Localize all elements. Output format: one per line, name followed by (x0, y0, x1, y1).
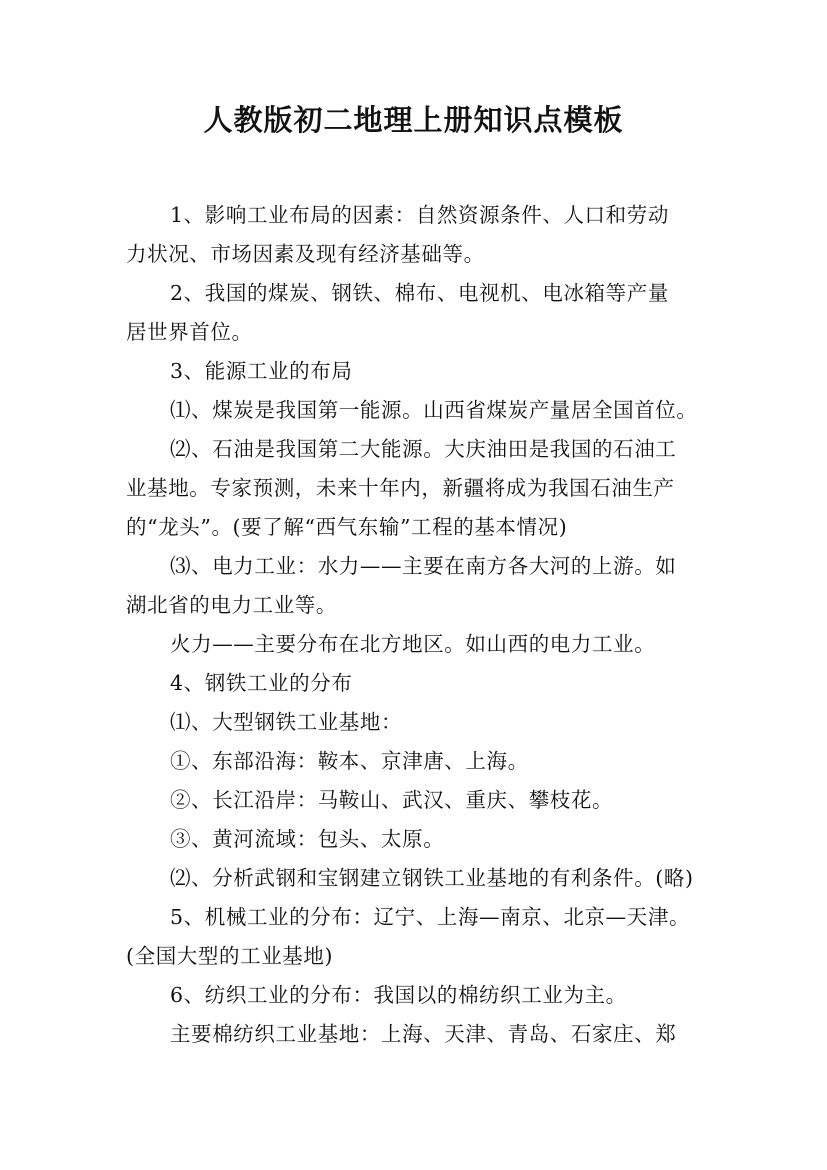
body-line: 力状况、市场因素及现有经济基础等。 (126, 242, 485, 266)
body-line: 6、纺织工业的分布：我国以的棉纺织工业为主。 (170, 983, 627, 1007)
body-line: ⑴、煤炭是我国第一能源。山西省煤炭产量居全国首位。 (170, 398, 698, 422)
body-line: 业基地。专家预测，未来十年内，新疆将成为我国石油生产 (126, 476, 675, 500)
body-line: ②、长江沿岸：马鞍山、武汉、重庆、攀枝花。 (170, 788, 614, 812)
body-line: 1、影响工业布局的因素：自然资源条件、人口和劳动 (170, 203, 669, 227)
body-line: 3、能源工业的布局 (170, 359, 353, 383)
document-body (126, 196, 706, 1054)
body-line: 主要棉纺织工业基地：上海、天津、青岛、石家庄、郑 (170, 1022, 677, 1046)
body-line: ⑴、大型钢铁工业基地： (170, 710, 403, 734)
body-line: (全国大型的工业基地) (126, 944, 334, 968)
body-line: 的“龙头”。(要了解“西气东输”工程的基本情况) (126, 515, 568, 539)
document-title: 人教版初二地理上册知识点模板 (203, 103, 624, 137)
body-line: ①、东部沿海：鞍本、京津唐、上海。 (170, 749, 529, 773)
body-line: 2、我国的煤炭、钢铁、棉布、电视机、电冰箱等产量 (170, 281, 669, 305)
body-line: ⑵、分析武钢和宝钢建立钢铁工业基地的有利条件。(略) (170, 866, 694, 890)
body-line: 湖北省的电力工业等。 (126, 593, 337, 617)
body-line: 居世界首位。 (126, 320, 253, 344)
body-line: 4、钢铁工业的分布 (170, 671, 353, 695)
body-line: ③、黄河流域：包头、太原。 (170, 827, 445, 851)
body-line: ⑵、石油是我国第二大能源。大庆油田是我国的石油工 (170, 437, 677, 461)
body-line: ⑶、电力工业：水力——主要在南方各大河的上游。如 (170, 554, 677, 578)
body-line: 火力——主要分布在北方地区。如山西的电力工业。 (170, 632, 656, 656)
body-line: 5、机械工业的分布：辽宁、上海—南京、北京—天津。 (170, 905, 691, 929)
